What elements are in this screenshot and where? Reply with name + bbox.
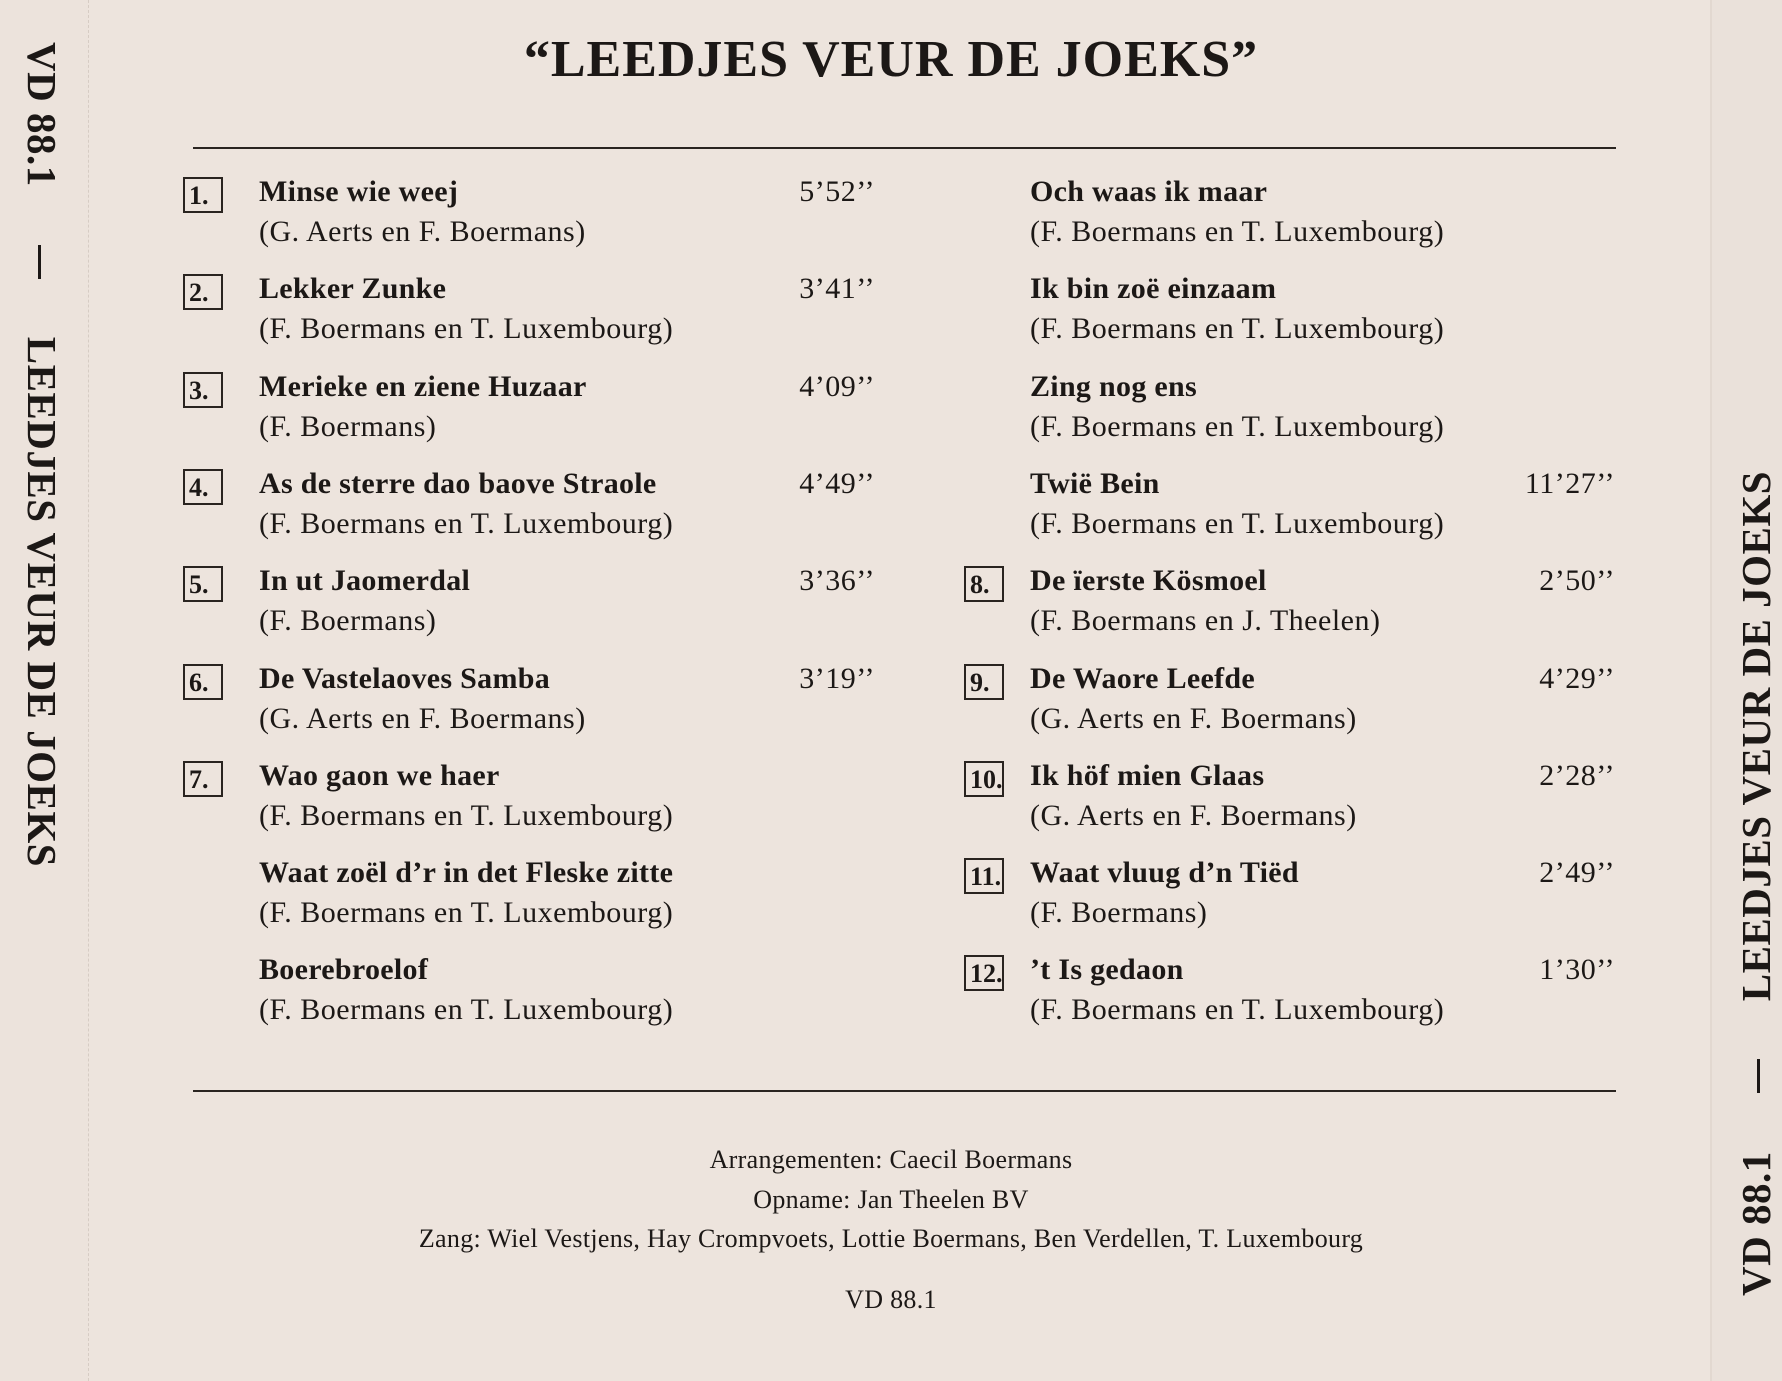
track-duration: 3’41’’ (799, 272, 875, 306)
track-number-box: 6. (183, 664, 223, 700)
track-number-box: 1. (183, 177, 223, 213)
track-credit: (F. Boermans en T. Luxembourg) (1030, 993, 1445, 1027)
track-title: Waat zoël d’r in det Fleske zitte (259, 856, 674, 890)
spine-dash (1757, 1059, 1760, 1093)
track-number-box: 10. (964, 761, 1004, 797)
track-duration: 2’50’’ (1539, 564, 1615, 598)
track-number-box: 2. (183, 274, 223, 310)
top-divider (193, 147, 1616, 149)
track-credit: (G. Aerts en F. Boermans) (1030, 701, 1357, 735)
track-title: Ik bin zoë einzaam (1030, 272, 1277, 306)
track-title: De Vastelaoves Samba (259, 661, 551, 695)
track-title: In ut Jaomerdal (259, 564, 471, 598)
track-duration: 4’49’’ (799, 466, 875, 500)
arrangements-credit: Arrangementen: Caecil Boermans (709, 1145, 1073, 1174)
left-spine-text (18, 42, 66, 867)
vocals-credit: Zang: Wiel Vestjens, Hay Crompvoets, Lottie Boermans, Ben Verdellen, T. Luxembourg (418, 1224, 1364, 1253)
right-spine-name: LEEDJES VEUR DE JOEKS (1733, 470, 1779, 1002)
track-duration: 3’19’’ (799, 661, 875, 695)
track-number-box: 3. (183, 372, 223, 408)
track-title: Ik höf mien Glaas (1030, 758, 1265, 792)
right-spine-code: VD 88.1 (1733, 1151, 1779, 1296)
track-duration: 1’30’’ (1539, 953, 1615, 987)
track-number-box: 7. (183, 761, 223, 797)
track-title: De Waore Leefde (1030, 661, 1256, 695)
track-number-box: 4. (183, 469, 223, 505)
left-spine-code: VD 88.1 (19, 42, 65, 187)
track-credit: (F. Boermans en J. Theelen) (1030, 604, 1381, 638)
track-title: Boerebroelof (259, 953, 429, 987)
track-credit: (F. Boermans en T. Luxembourg) (1030, 506, 1445, 540)
left-spine-name: LEEDJES VEUR DE JOEKS (19, 336, 65, 868)
track-number-box: 5. (183, 566, 223, 602)
track-credit: (F. Boermans) (1030, 896, 1208, 930)
track-credit: (F. Boermans en T. Luxembourg) (259, 993, 674, 1027)
track-duration: 11’27’’ (1524, 466, 1615, 500)
track-title: Lekker Zunke (259, 272, 447, 306)
track-credit: (F. Boermans en T. Luxembourg) (259, 798, 674, 832)
track-credit: (G. Aerts en F. Boermans) (259, 215, 586, 248)
track-title: Wao gaon we haer (259, 758, 500, 792)
recording-credit: Opname: Jan Theelen BV (753, 1185, 1029, 1214)
bottom-divider (193, 1090, 1616, 1092)
track-credit: (F. Boermans en T. Luxembourg) (259, 506, 674, 540)
track-credit: (F. Boermans en T. Luxembourg) (259, 312, 674, 346)
track-title: ’t Is gedaon (1030, 953, 1184, 987)
track-title: Zing nog ens (1030, 369, 1197, 403)
track-title: As de sterre dao baove Straole (259, 466, 657, 500)
track-duration: 4’29’’ (1539, 661, 1615, 695)
track-credit: (F. Boermans en T. Luxembourg) (259, 896, 674, 930)
track-title: Minse wie weej (259, 175, 459, 208)
catalog-number: VD 88.1 (845, 1285, 937, 1314)
track-credit: (F. Boermans) (259, 604, 437, 638)
track-credit: (F. Boermans) (259, 409, 437, 443)
track-number-box: 8. (964, 566, 1004, 602)
track-duration: 2’28’’ (1539, 758, 1615, 792)
track-duration: 2’49’’ (1539, 856, 1615, 890)
spine-dash (38, 245, 41, 279)
track-credit: (F. Boermans en T. Luxembourg) (1030, 409, 1445, 443)
track-credit: (F. Boermans en T. Luxembourg) (1030, 312, 1445, 346)
track-credit: (G. Aerts en F. Boermans) (1030, 798, 1357, 832)
track-credit: (F. Boermans en T. Luxembourg) (1030, 215, 1445, 248)
track-duration: 3’36’’ (799, 564, 875, 598)
track-number-box: 12. (964, 955, 1004, 991)
track-number-box: 9. (964, 664, 1004, 700)
track-title: Twië Bein (1030, 466, 1160, 500)
track-duration: 5’52’’ (799, 175, 875, 208)
album-title: “LEEDJES VEUR DE JOEKS” (523, 31, 1259, 88)
track-duration: 4’09’’ (799, 369, 875, 403)
track-title: De ïerste Kösmoel (1030, 564, 1267, 598)
track-title: Merieke en ziene Huzaar (259, 369, 587, 403)
track-title: Waat vluug d’n Tiëd (1030, 856, 1299, 890)
track-number-box: 11. (964, 858, 1004, 894)
track-credit: (G. Aerts en F. Boermans) (259, 701, 586, 735)
track-title: Och waas ik maar (1030, 175, 1268, 208)
